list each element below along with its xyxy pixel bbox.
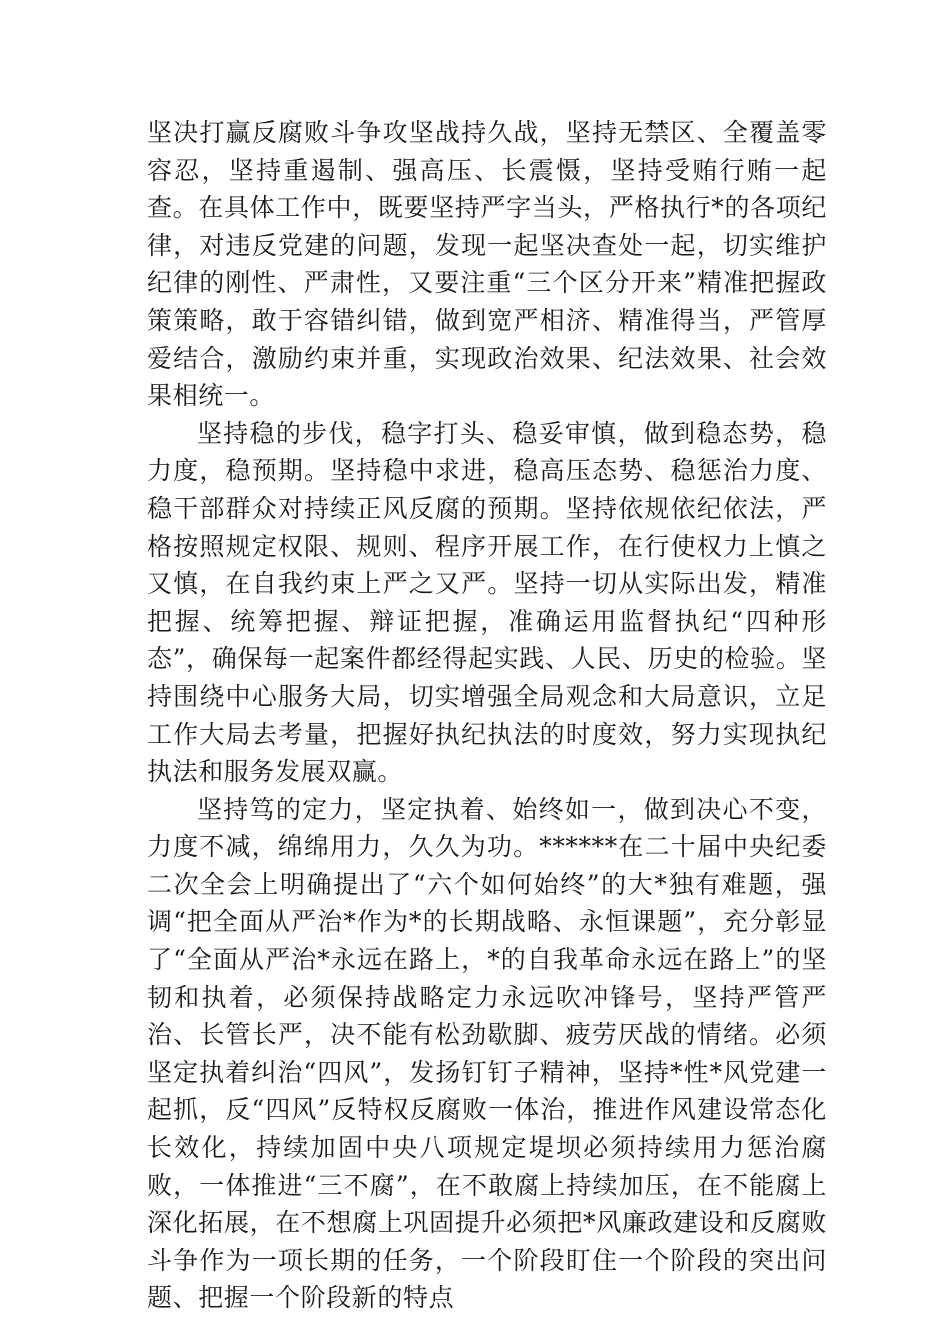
paragraph-steady-pace: 坚持稳的步伐，稳字打头、稳妥审慎，做到稳态势，稳力度，稳预期。坚持稳中求进，稳高压态势、稳惩治力度、稳干部群众对持续正风反腐的预期。坚持依规依纪依法，严格按照规定权限、规则、程序开展工作，在行使权力上慎之又慎，在自我约束上严之又严。坚持一切从实际出发，精准把握、统筹把握、辩证把握，准确运用监督执纪“四种形态”，确保每一起案件都经得起实践、人民、历史的检验。坚持围绕中心服务大局，切实增强全局观念和大局意识，立足工作大局去考量，把握好执纪执法的时度效，努力实现执纪执法和服务发展双赢。: [147, 418, 827, 787]
paragraph-continuation: 坚决打赢反腐败斗争攻坚战持久战，坚持无禁区、全覆盖零容忍，坚持重遏制、强高压、长震慑，坚持受贿行贿一起查。在具体工作中，既要坚持严字当头，严格执行*的各项纪律，对违反党建的问题，发现一起坚决查处一起，切实维护纪律的刚性、严肃性，又要注重“三个区分开来”精准把握政策策略，敢于容错纠错，做到宽严相济、精准得当，严管厚爱结合，激励约束并重，实现政治效果、纪法效果、社会效果相统一。: [147, 118, 827, 411]
document-body: [147, 114, 827, 1317]
paragraph-determination: 坚持笃的定力，坚定执着、始终如一，做到决心不变，力度不减，绵绵用力，久久为功。******在二十届中央纪委二次全会上明确提出了“六个如何始终”的大*独有难题，强调“把全面从严治*作为*的长期战略、永恒课题”，充分彰显了“全面从严治*永远在路上，*的自我革命永远在路上”的坚韧和执着，必须保持战略定力永远吹冲锋号，坚持严管严治、长管长严，决不能有松劲歇脚、疲劳厌战的情绪。必须坚定执着纠治“四风”，发扬钉钉子精神，坚持*性*风党建一起抓，反“四风”反特权反腐败一体治，推进作风建设常态化长效化，持续加固中央八项规定堤坝必须持续用力惩治腐败，一体推进“三不腐”，在不敢腐上持续加压，在不能腐上深化拓展，在不想腐上巩固提升必须把*风廉政建设和反腐败斗争作为一项长期的任务，一个阶段盯住一个阶段的突出问题、把握一个阶段新的特点: [147, 794, 827, 1313]
